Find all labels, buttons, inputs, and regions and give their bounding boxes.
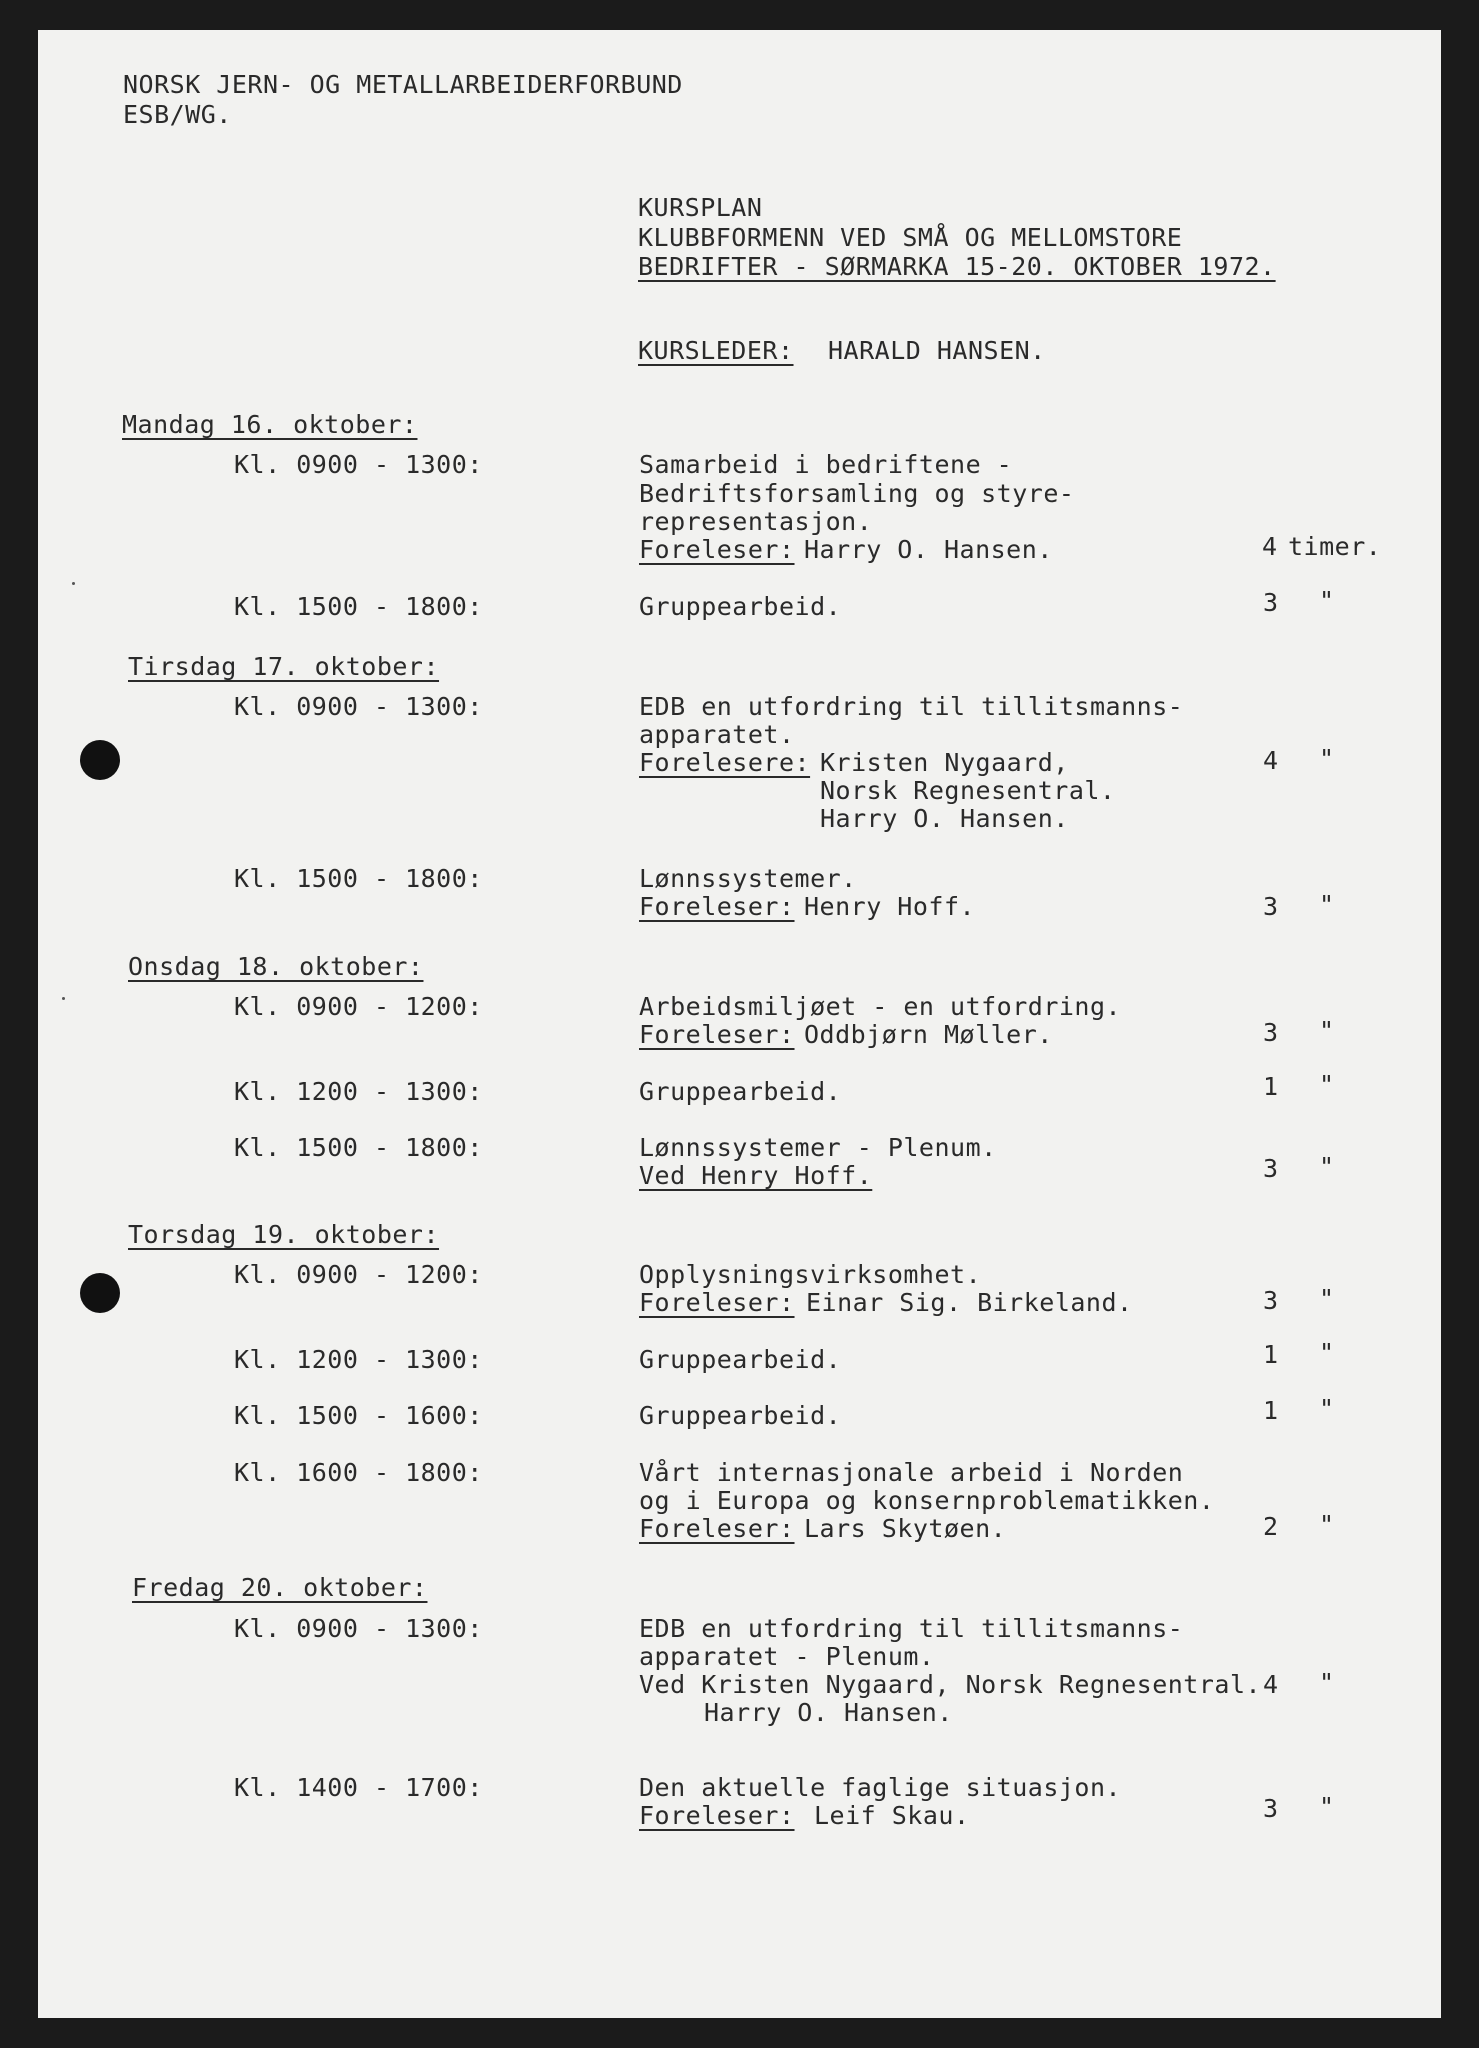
- punch-hole: [80, 1273, 120, 1313]
- lecturer-name: Einar Sig. Birkeland.: [806, 1288, 1133, 1317]
- document-page: [38, 30, 1441, 2018]
- session-topic: EDB en utfordring til tillitsmanns-: [639, 1614, 1184, 1643]
- session-topic: Vårt internasjonale arbeid i Norden: [639, 1458, 1184, 1487]
- session-topic: Harry O. Hansen.: [704, 1698, 953, 1727]
- session-topic: apparatet.: [639, 720, 795, 749]
- course-leader-name: HARALD HANSEN.: [828, 336, 1046, 365]
- lecturer-note: Ved Henry Hoff.: [639, 1161, 873, 1190]
- title-line-3: BEDRIFTER - SØRMARKA 15-20. OKTOBER 1972.: [638, 252, 1276, 281]
- session-time: Kl. 0900 - 1300:: [234, 1614, 483, 1643]
- title-line-2: KLUBBFORMENN VED SMÅ OG MELLOMSTORE: [638, 223, 1183, 252]
- reference-code: ESB/WG.: [123, 100, 232, 129]
- session-hours: 4: [1262, 532, 1278, 561]
- session-topic: Gruppearbeid.: [639, 1077, 842, 1106]
- session-topic: Gruppearbeid.: [639, 592, 842, 621]
- session-unit: ": [1319, 586, 1335, 615]
- session-hours: 4: [1263, 746, 1279, 775]
- session-hours: 3: [1263, 1018, 1279, 1047]
- session-topic: Samarbeid i bedriftene -: [639, 450, 1013, 479]
- session-hours: 3: [1263, 1286, 1279, 1315]
- session-unit: ": [1319, 1394, 1335, 1423]
- lecturer-label: Forelesere:: [639, 748, 811, 777]
- session-unit: ": [1319, 1016, 1335, 1045]
- session-topic: representasjon.: [639, 507, 873, 536]
- session-unit: ": [1319, 1284, 1335, 1313]
- paper-speck: [72, 582, 75, 585]
- lecturer-label: Foreleser:: [639, 1801, 795, 1830]
- session-unit: timer.: [1288, 532, 1382, 561]
- session-unit: ": [1319, 1510, 1335, 1539]
- session-time: Kl. 0900 - 1200:: [234, 1260, 483, 1289]
- session-unit: ": [1319, 1070, 1335, 1099]
- session-time: Kl. 1500 - 1600:: [234, 1401, 483, 1430]
- lecturer-label: Foreleser:: [639, 1020, 795, 1049]
- session-topic: Opplysningsvirksomhet.: [639, 1260, 982, 1289]
- session-topic: Arbeidsmiljøet - en utfordring.: [639, 992, 1122, 1021]
- session-unit: ": [1319, 890, 1335, 919]
- lecturer-name: Harry O. Hansen.: [804, 535, 1053, 564]
- lecturer-name: Lars Skytøen.: [804, 1514, 1007, 1543]
- session-time: Kl. 0900 - 1300:: [234, 450, 483, 479]
- session-time: Kl. 0900 - 1200:: [234, 992, 483, 1021]
- lecturer-affiliation: Norsk Regnesentral.: [820, 776, 1116, 805]
- lecturer-name: Harry O. Hansen.: [820, 804, 1069, 833]
- session-hours: 3: [1263, 892, 1279, 921]
- session-hours: 1: [1263, 1072, 1279, 1101]
- session-unit: ": [1319, 744, 1335, 773]
- session-hours: 3: [1263, 1794, 1279, 1823]
- session-topic: Lønnssystemer - Plenum.: [639, 1133, 997, 1162]
- lecturer-label: Foreleser:: [639, 1288, 795, 1317]
- lecturer-name: Leif Skau.: [814, 1801, 970, 1830]
- title-line-1: KURSPLAN: [638, 193, 763, 222]
- lecturer-name: Kristen Nygaard,: [820, 748, 1069, 777]
- session-topic: Lønnssystemer.: [639, 864, 857, 893]
- session-topic: Den aktuelle faglige situasjon.: [639, 1773, 1122, 1802]
- paper-speck: [62, 997, 65, 1000]
- session-time: Kl. 1600 - 1800:: [234, 1458, 483, 1487]
- lecturer-label: Foreleser:: [639, 535, 795, 564]
- session-unit: ": [1319, 1792, 1335, 1821]
- session-unit: ": [1319, 1338, 1335, 1367]
- lecturer-name: Oddbjørn Møller.: [804, 1020, 1053, 1049]
- session-time: Kl. 1500 - 1800:: [234, 1133, 483, 1162]
- session-hours: 1: [1263, 1340, 1279, 1369]
- day-heading: Onsdag 18. oktober:: [128, 952, 424, 981]
- session-topic: Gruppearbeid.: [639, 1345, 842, 1374]
- day-heading: Torsdag 19. oktober:: [128, 1220, 440, 1249]
- session-topic: Gruppearbeid.: [639, 1401, 842, 1430]
- session-unit: ": [1319, 1152, 1335, 1181]
- session-time: Kl. 1400 - 1700:: [234, 1773, 483, 1802]
- session-time: Kl. 1500 - 1800:: [234, 592, 483, 621]
- session-time: Kl. 1200 - 1300:: [234, 1077, 483, 1106]
- session-topic: og i Europa og konsernproblematikken.: [639, 1486, 1215, 1515]
- course-leader-label: KURSLEDER:: [638, 336, 794, 365]
- session-topic: apparatet - Plenum.: [639, 1642, 935, 1671]
- session-hours: 3: [1263, 588, 1279, 617]
- session-topic: EDB en utfordring til tillitsmanns-: [639, 692, 1184, 721]
- session-unit: ": [1319, 1668, 1335, 1697]
- session-time: Kl. 1500 - 1800:: [234, 864, 483, 893]
- lecturer-name: Henry Hoff.: [804, 892, 976, 921]
- session-hours: 3: [1263, 1154, 1279, 1183]
- day-heading: Mandag 16. oktober:: [122, 410, 418, 439]
- lecturer-label: Foreleser:: [639, 892, 795, 921]
- day-heading: Fredag 20. oktober:: [132, 1573, 428, 1602]
- punch-hole: [80, 740, 120, 780]
- organization-name: NORSK JERN- OG METALLARBEIDERFORBUND: [123, 70, 683, 99]
- session-topic: Ved Kristen Nygaard, Norsk Regnesentral.: [639, 1670, 1262, 1699]
- lecturer-label: Foreleser:: [639, 1514, 795, 1543]
- session-time: Kl. 1200 - 1300:: [234, 1345, 483, 1374]
- session-hours: 2: [1263, 1512, 1279, 1541]
- session-topic: Bedriftsforsamling og styre-: [639, 479, 1075, 508]
- day-heading: Tirsdag 17. oktober:: [128, 652, 440, 681]
- session-time: Kl. 0900 - 1300:: [234, 692, 483, 721]
- session-hours: 4: [1263, 1670, 1279, 1699]
- session-hours: 1: [1263, 1396, 1279, 1425]
